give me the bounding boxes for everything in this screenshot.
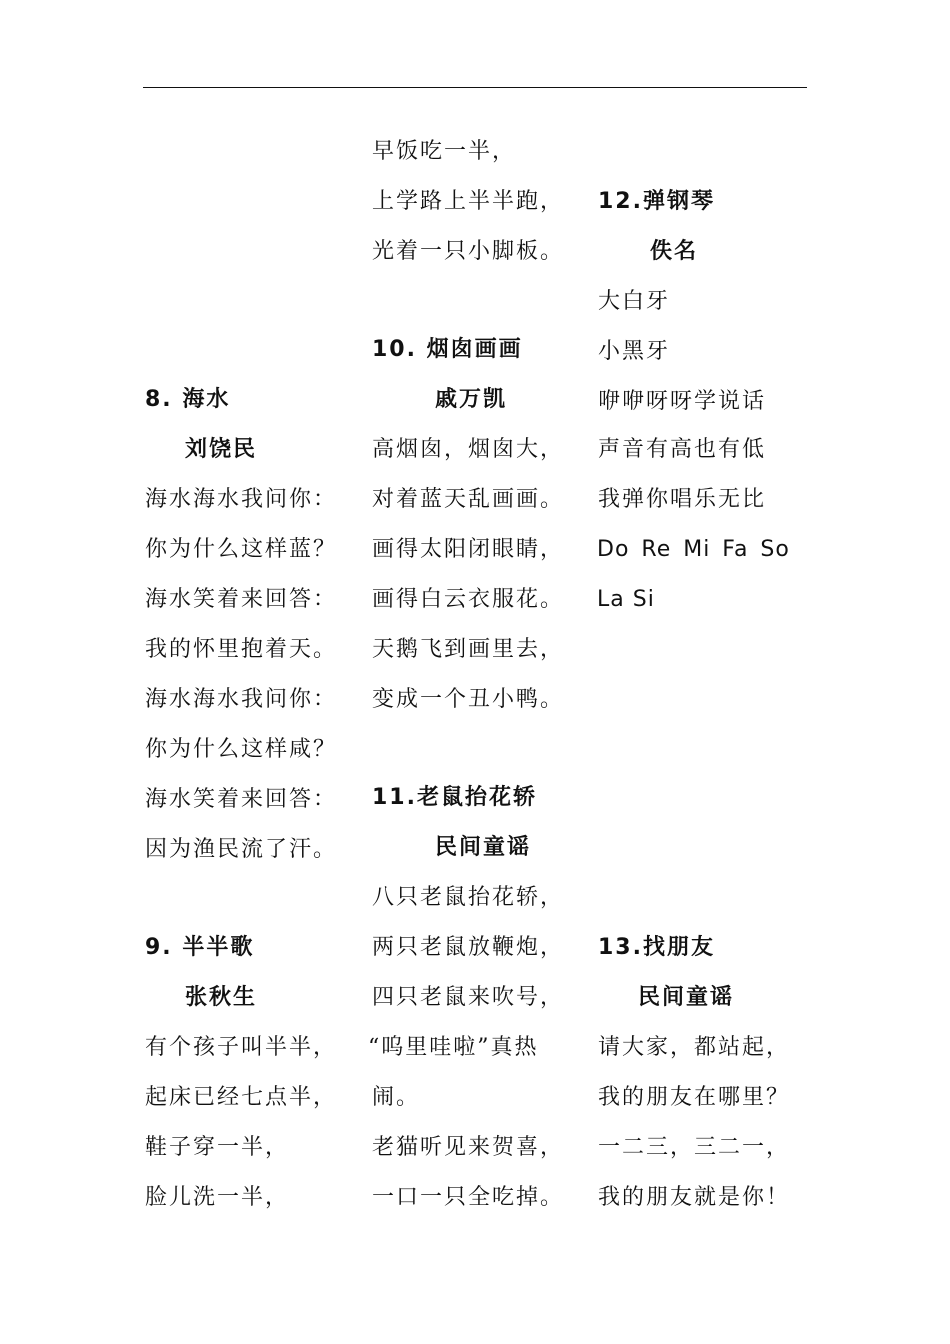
poem-8-line: 海水海水我问你： (145, 487, 338, 512)
poem-10-line: 高烟囱，烟囱大， (372, 437, 565, 462)
poem-13-line: 我的朋友就是你！ (598, 1185, 791, 1210)
poem-11-line: “呜里哇啦”真热 (368, 1035, 539, 1060)
poem-11-line: 老猫听见来贺喜， (372, 1135, 565, 1160)
poem-9-title: 9. 半半歌 (145, 935, 255, 960)
poem-12-author: 佚名 (650, 239, 699, 264)
poem-11-title: 11.老鼠抬花轿 (372, 785, 537, 810)
poem-12-line: 小黑牙 (598, 339, 671, 364)
poem-8-author: 刘饶民 (185, 437, 258, 462)
poem-12-solfege-line: La Si (597, 587, 655, 612)
poem-11-line: 一口一只全吃掉。 (372, 1185, 565, 1210)
poem-8-line: 海水笑着来回答： (145, 587, 338, 612)
poem-10-line: 画得白云衣服花。 (372, 587, 565, 612)
poem-10-line: 对着蓝天乱画画。 (372, 487, 565, 512)
poem-12-line: 咿咿呀呀学说话 (598, 389, 767, 414)
poem-13-author: 民间童谣 (638, 985, 735, 1010)
poem-11-author: 民间童谣 (435, 835, 532, 860)
poem-13-line: 请大家，都站起， (598, 1035, 791, 1060)
poem-9-line: 起床已经七点半， (145, 1085, 338, 1110)
poem-9-line: 鞋子穿一半， (145, 1135, 290, 1160)
poem-9-line: 有个孩子叫半半， (145, 1035, 338, 1060)
poem-13-line: 我的朋友在哪里？ (598, 1085, 791, 1110)
poem-8-line: 你为什么这样蓝？ (145, 537, 338, 562)
poem-12-title: 12.弹钢琴 (598, 189, 715, 214)
poem-8-line: 因为渔民流了汗。 (145, 837, 338, 862)
poem-9-line: 早饭吃一半， (372, 139, 517, 164)
poem-12-solfege-line: Do Re Mi Fa So (597, 537, 790, 562)
poem-10-title: 10. 烟囱画画 (372, 337, 523, 362)
poem-8-title: 8. 海水 (145, 387, 231, 412)
poem-10-line: 画得太阳闭眼睛， (372, 537, 565, 562)
poem-11-line: 两只老鼠放鞭炮， (372, 935, 565, 960)
poem-8-line: 我的怀里抱着天。 (145, 637, 338, 662)
poem-10-line: 天鹅飞到画里去， (372, 637, 565, 662)
poem-8-line: 海水笑着来回答： (145, 787, 338, 812)
poem-9-author: 张秋生 (185, 985, 258, 1010)
poem-13-line: 一二三，三二一， (598, 1135, 791, 1160)
poem-9-line: 脸儿洗一半， (145, 1185, 290, 1210)
poem-8-line: 你为什么这样咸？ (145, 737, 338, 762)
poem-11-line: 八只老鼠抬花轿， (372, 885, 565, 910)
header-rule (143, 87, 807, 88)
poem-10-author: 戚万凯 (435, 387, 508, 412)
poem-8-line: 海水海水我问你： (145, 687, 338, 712)
poem-13-title: 13.找朋友 (598, 935, 715, 960)
poem-11-line: 闹。 (372, 1085, 421, 1110)
poem-9-line: 光着一只小脚板。 (372, 239, 565, 264)
poem-12-line: 我弹你唱乐无比 (598, 487, 767, 512)
poem-12-line: 大白牙 (598, 289, 671, 314)
poem-10-line: 变成一个丑小鸭。 (372, 687, 565, 712)
poem-9-line: 上学路上半半跑， (372, 189, 565, 214)
poem-12-line: 声音有高也有低 (598, 437, 767, 462)
poem-11-line: 四只老鼠来吹号， (372, 985, 565, 1010)
